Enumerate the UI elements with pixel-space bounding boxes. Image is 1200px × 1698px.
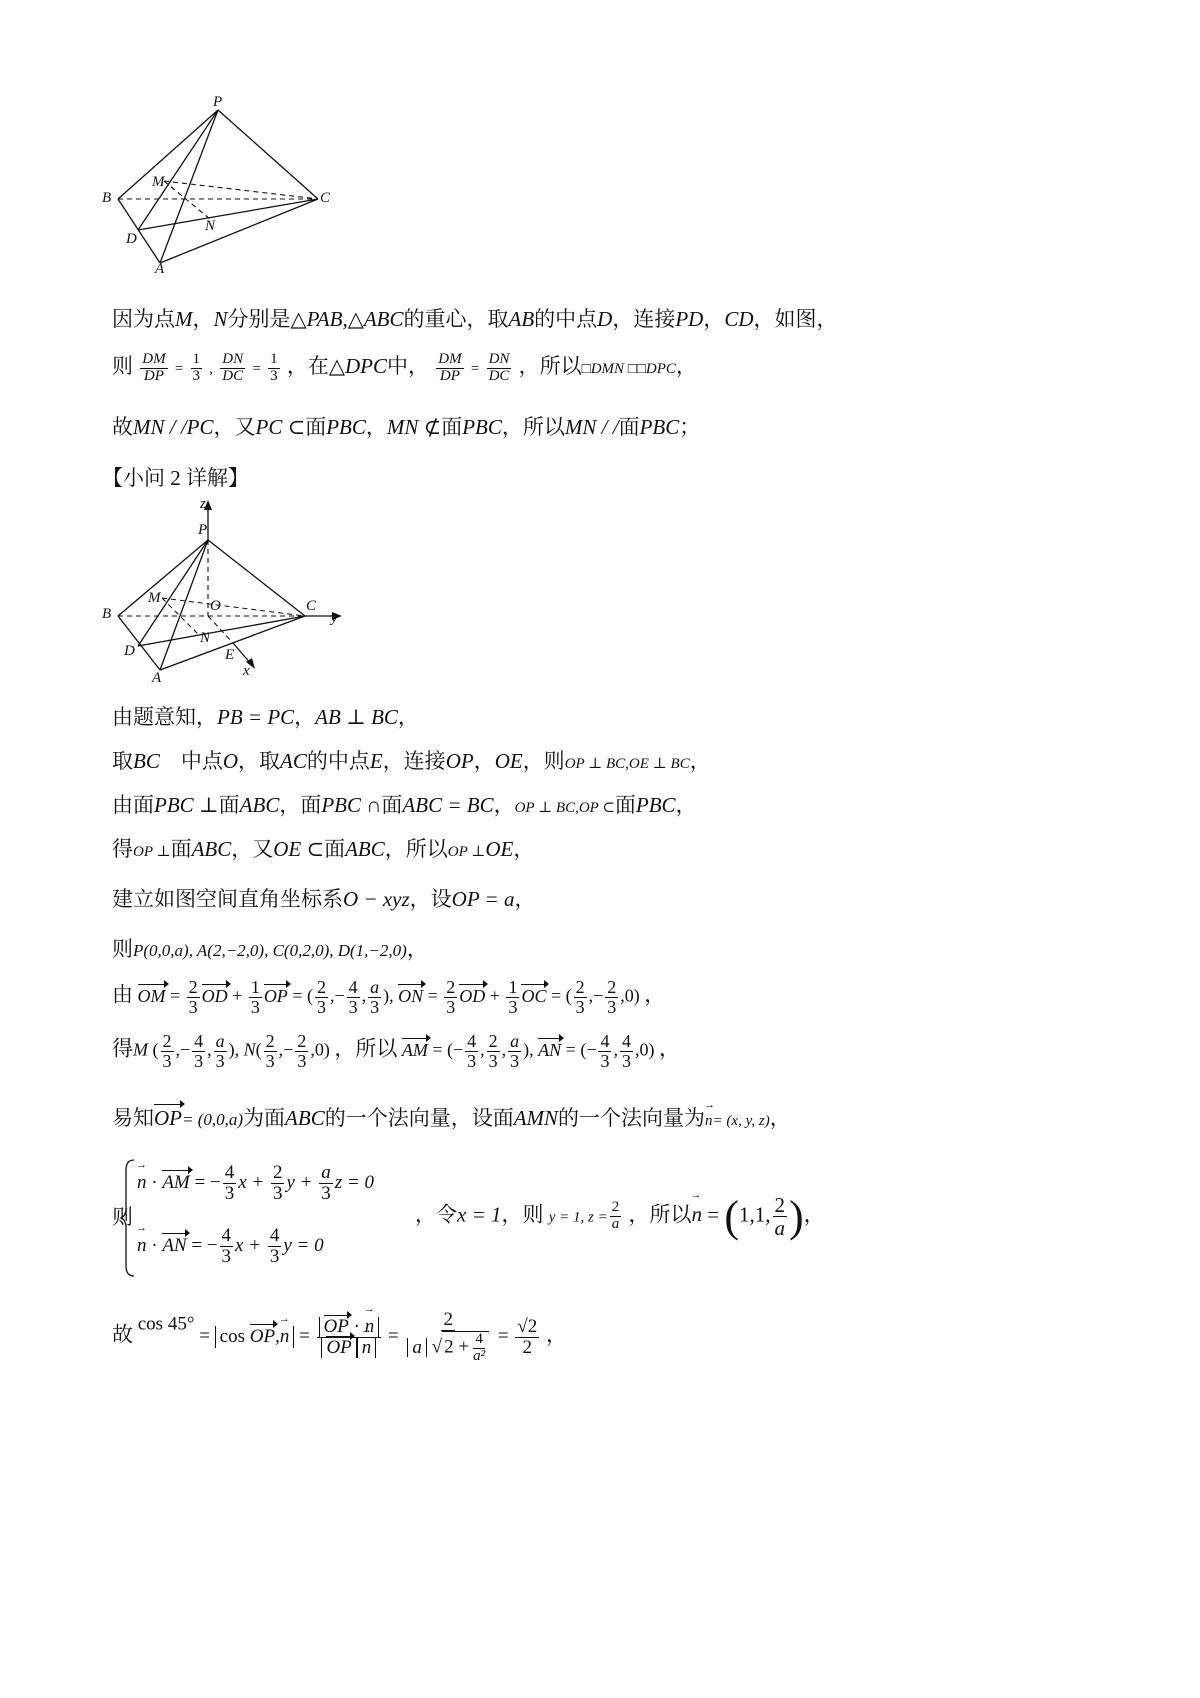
part2-line-1: 由题意知，PB = PC，AB ⊥ BC，	[112, 705, 419, 729]
part2-line-10-rest: ，令x = 1，则 y = 1, z = $\frac{2}{a}$ ，所以n → = (1,1, $\frac{2}{a}$ )，	[415, 1194, 825, 1239]
fig1-label-B: B	[102, 190, 112, 206]
fig2-label-O: O	[210, 598, 221, 614]
system-eq-1: n → · AM = − $\frac{4}{3}$ x + $\frac{2}{3}$ y + $\frac{a}{3}$ z = 0	[137, 1163, 374, 1204]
fig2-label-D: D	[124, 643, 135, 659]
fig1-label-P: P	[213, 94, 223, 110]
fig1-label-A: A	[155, 261, 165, 277]
fig2-label-P: P	[198, 522, 208, 538]
part2-line-10-label: 则	[112, 1205, 133, 1229]
part2-line-2: 取BC 中点O，取AC的中点E，连接OP，OE，则OP ⊥ BC,OE ⊥ BC，	[112, 749, 711, 773]
part1-line-1: 因为点M，N分别是△PAB,△ABC的重心，取AB的中点D，连接PD，CD，如图，	[112, 307, 838, 331]
fig2-label-z: z	[200, 496, 206, 512]
section-heading-2: 【小问 2 详解】	[102, 466, 249, 490]
part2-line-8: 得M ( $\frac{2}{3}$ ,− $\frac{4}{3}$ , $\frac{a}{3}$ ), N( $\frac{2}{3}$ ,− $\frac{2}{3}$ ,0) ，所以 AM = (− $\frac{4}{3}$ , $\frac{2}{3}$ , $\frac{a}{3}$ ), AN = (− $\frac{4}{3}$ , $\frac{4}{3}$ ,0) ，	[112, 1031, 680, 1071]
fig2-label-y: y	[331, 610, 338, 626]
part1-line-3: 故MN / /PC，又PC ⊂面PBC，MN ⊄面PBC，所以MN / /面PBC；	[112, 415, 701, 439]
part2-line-11: 故 cos 45° = cos OP,n → = $\frac{OP \cdot n \to}{\text{OP n}}$ → = 2 a √ 2 + $\frac{4}{\text{a²}}$ = $\frac{√2}{2}$ ，	[112, 1310, 567, 1364]
part2-line-7: 由 OM = $\frac{2}{3}$ OD + $\frac{1}{3}$ OP = ( $\frac{2}{3}$ ,− $\frac{4}{3}$ , $\frac{a}{3}$ ), ON = $\frac{2}{3}$ OD + $\frac{1}{3}$ OC = ( $\frac{2}{3}$ ,− $\frac{2}{3}$ ,0) ，	[112, 977, 666, 1017]
fig1-label-N: N	[205, 218, 216, 234]
fig2-label-M: M	[148, 590, 161, 606]
system-eq-2: n → · AN = − $\frac{4}{3}$ x + $\frac{4}{3}$ y = 0	[137, 1226, 324, 1267]
part2-line-4: 得OP ⊥面ABC，又OE ⊂面ABC，所以OP ⊥OE，	[112, 837, 535, 861]
part1-line-2: 则 $\frac{DM}{DP}$ = $\frac{1}{3}$ , $\frac{DN}{DC}$ = $\frac{1}{3}$ ，在△DPC中， $\frac{DM}{DP}$ = $\frac{DN}{DC}$ ，所以□DMN □□DPC，	[112, 351, 697, 384]
fig2-label-C: C	[306, 598, 317, 614]
fig1-label-C: C	[320, 190, 331, 206]
part2-line-9: 易知OP= (0,0,a)为面ABC的一个法向量，设面AMN的一个法向量为n →= (x, y, z)，	[112, 1106, 791, 1131]
fig2-label-A: A	[152, 670, 162, 686]
fig2-label-N: N	[200, 630, 211, 646]
fig2-label-x: x	[243, 663, 250, 679]
part2-line-6: 则P(0,0,a), A(2,−2,0), C(0,2,0), D(1,−2,0)，	[112, 937, 428, 961]
part2-line-5: 建立如图空间直角坐标系O − xyz，设OP = a，	[112, 887, 536, 911]
fig2-label-B: B	[102, 606, 112, 622]
fig1-label-D: D	[126, 231, 137, 247]
fig1-label-M: M	[152, 174, 165, 190]
part2-line-3: 由面PBC ⊥面ABC，面PBC ∩面ABC = BC，OP ⊥ BC,OP ⊂面PBC，	[112, 793, 697, 817]
fig2-label-E: E	[225, 647, 235, 663]
